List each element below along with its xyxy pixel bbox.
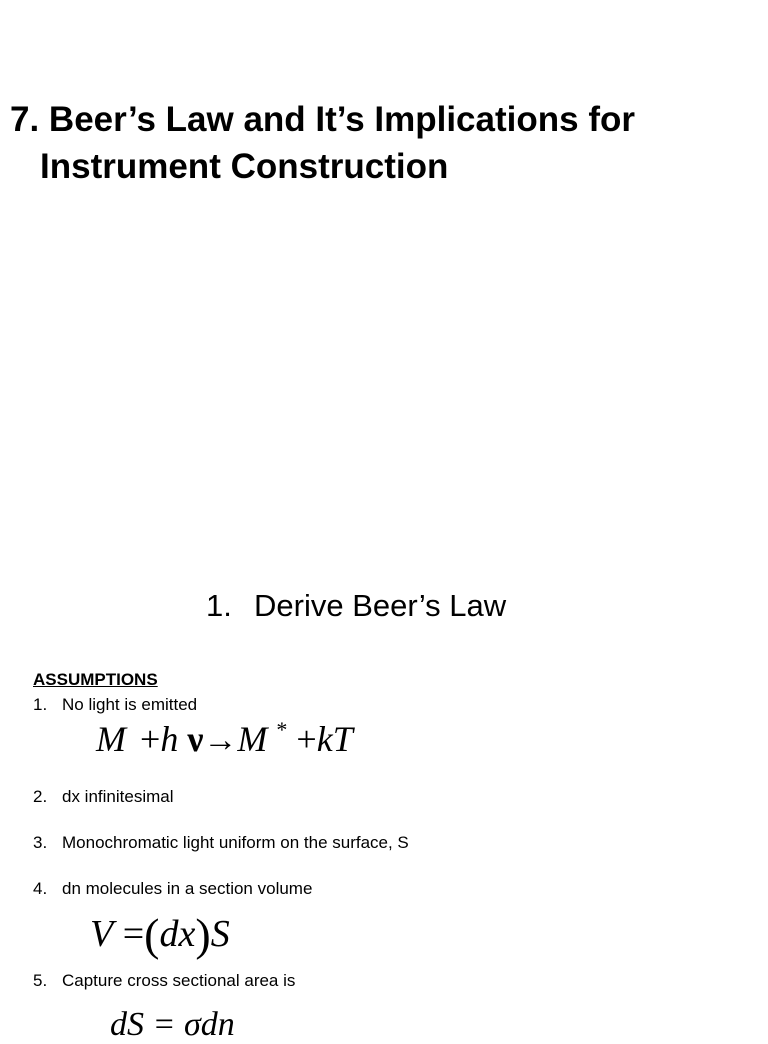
eq-equals: = [122,913,145,955]
assumption-item-1 [33,694,197,716]
slide-title [10,96,760,190]
item-number: 3. [33,833,48,852]
item-number: 1. [33,695,48,714]
eq-left-paren: ( [144,909,160,960]
assumption-item-4 [33,878,312,900]
eq-symbol-dx: dx [159,913,196,955]
section-label: Derive Beer’s Law [254,588,507,623]
item-text: Monochromatic light uniform on the surface, S [62,833,409,852]
eq-symbol-kT: kT [316,719,353,759]
item-text: Capture cross sectional area is [62,971,296,990]
equation-cross-section: dS = σdn [110,1006,235,1043]
assumption-item-2 [33,786,174,808]
assumptions-heading: ASSUMPTIONS [33,670,158,689]
section-heading [206,586,506,626]
item-number: 2. [33,787,48,806]
eq-symbol-V: V [90,913,114,955]
title-line-1: 7. Beer’s Law and It’s Implications for [10,100,635,139]
eq-symbol-M: M [96,719,126,759]
eq-symbol-S: S [210,913,230,955]
item-number: 4. [33,879,48,898]
assumption-item-5 [33,970,295,992]
eq-plus: + [296,719,317,759]
item-text: dn molecules in a section volume [62,879,313,898]
section-number: 1. [206,588,232,623]
eq-right-paren: ) [195,909,211,960]
item-number: 5. [33,971,48,990]
assumption-item-3 [33,832,409,854]
eq-symbol-h: h [160,719,179,759]
equation-volume [90,904,230,960]
item-text: dx infinitesimal [62,787,174,806]
eq-symbol-nu: ν [187,719,204,759]
eq-superscript-star: * [276,717,288,742]
eq-symbol-M-excited: M [237,719,268,759]
item-text: No light is emitted [62,695,198,714]
title-line-2: Instrument Construction [40,147,449,186]
eq-plus: + [140,719,161,759]
equation-absorption [96,718,353,760]
eq-arrow: → [203,722,238,759]
